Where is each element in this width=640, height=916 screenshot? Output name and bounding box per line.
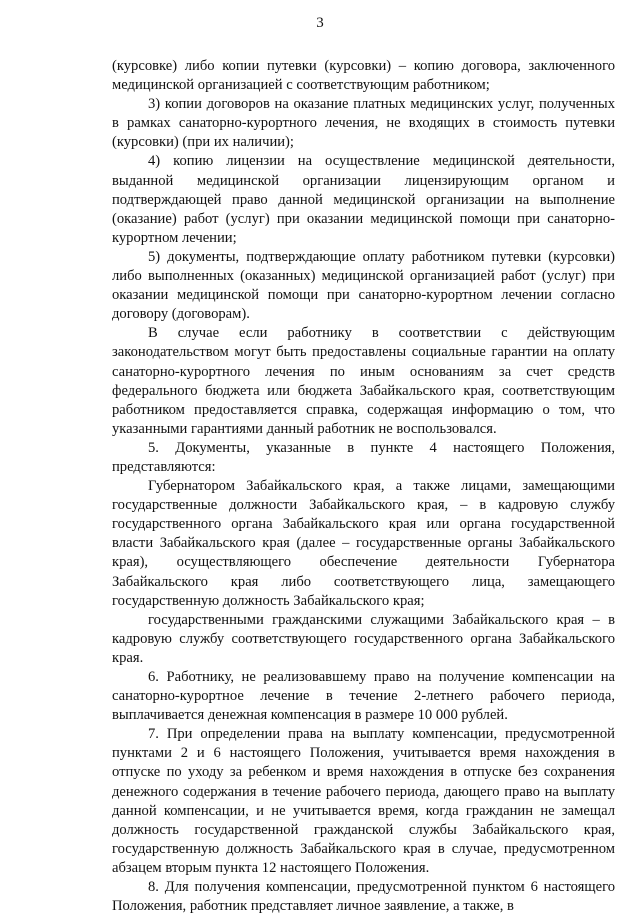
paragraph-item-3: 3) копии договоров на оказание платных медицинских услуг, полученных в рамках санаторно-курортного лечения, не входящих в стоимость путевки (курсовки) (при их наличии); [112,96,615,151]
paragraph-continuation: (курсовке) либо копии путевки (курсовки) – копию договора, заключенного медицинской организацией с соответствующим работником; [112,58,615,94]
paragraph-section-7: 7. При определении права на выплату компенсации, предусмотренной пунктами 2 и 6 настоящего Положения, учитывается время нахождения в отпуске по уходу за ребенком и время нахождения в отпуске без сохранения денежного содержания в течение рабочего периода, дающего право на выплату данной компенсации, и не учитывается время, когда гражданин не замещал должность государственной гражданской службы Забайкальского края, государственную должность Забайкальского края в случае, предусмотренном абзацем вторым пункта 12 настоящего Положения. [112,726,615,876]
paragraph-item-4: 4) копию лицензии на осуществление медицинской деятельности, выданной медицинской организации лицензирующим органом и подтверждающей право данной медицинской организации на выполнение (оказание) работ (услуг) при оказании медицинской помощи при санаторно-курортном лечении; [112,153,615,246]
paragraph-governor: Губернатором Забайкальского края, а также лицами, замещающими государственные должности Забайкальского края, – в кадровую службу государственного органа Забайкальского края или органа государственной власти Забайкальского края (далее – государственные органы Забайкальского края), осуществляющего обеспечение деятельности Губернатора Забайкальского края либо соответствующего лица, замещающего государственную должность Забайкальского края; [112,478,615,609]
paragraph-section-6: 6. Работнику, не реализовавшему право на получение компенсации на санаторно-курортное лечение в течение 2-летнего рабочего периода, выплачивается денежная компенсация в размере 10 000 рублей. [112,669,615,724]
paragraph-item-5: 5) документы, подтверждающие оплату работником путевки (курсовки) либо выполненных (оказанных) медицинской организацией работ (услуг) при оказании медицинской помощи при санаторно-курортном лечении согласно договору (договорам). [112,248,615,323]
paragraph-section-8: 8. Для получения компенсации, предусмотренной пунктом 6 настоящего Положения, работник представляет личное заявление, а также, в [112,879,615,915]
document-body [112,57,615,916]
page-number: 3 [316,15,324,31]
paragraph-section-5: 5. Документы, указанные в пункте 4 настоящего Положения, представляются: [112,439,615,475]
paragraph-social-guarantees: В случае если работнику в соответствии с действующим законодательством могут быть предоставлены социальные гарантии на оплату санаторно-курортного лечения по иным основаниям за счет средств федерального бюджета или бюджета Забайкальского края, соответствующим работником предоставляется справка, содержащая информацию о том, что указанными гарантиями данный работник не воспользовался. [112,325,615,437]
paragraph-civil-servants: государственными гражданскими служащими Забайкальского края – в кадровую службу соответствующего государственного органа Забайкальского края. [112,611,615,666]
